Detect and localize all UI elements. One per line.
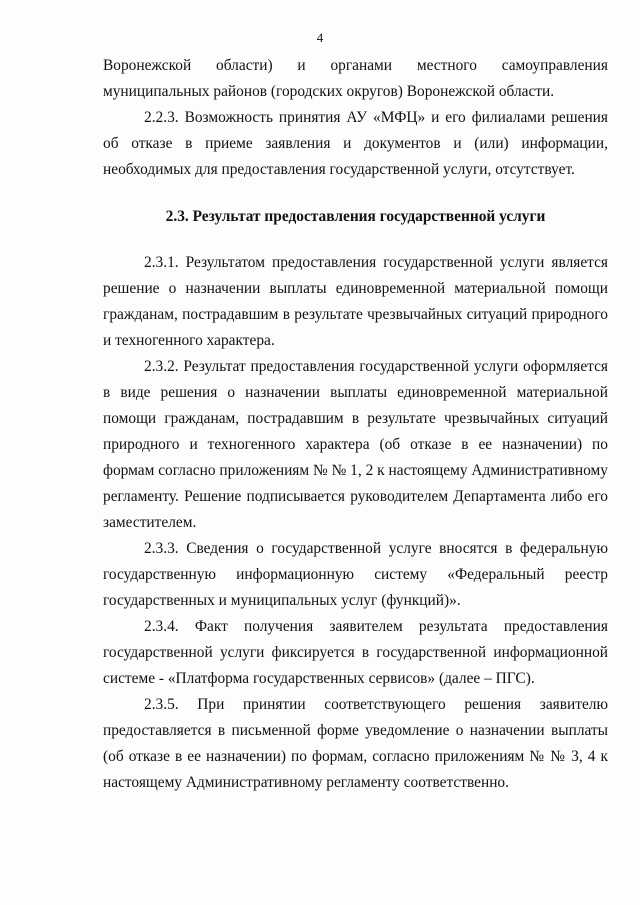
- section-heading-2-3: 2.3. Результат предоставления государственной услуги: [165, 208, 546, 225]
- paragraph-continuation: Воронежской области) и органами местного самоуправления муниципальных районов (городских округов) Воронежской области.: [103, 57, 608, 100]
- paragraph-2-3-5: 2.3.5. При принятии соответствующего решения заявителю предоставляется в письменной форме уведомление о назначении выплаты (об отказе в ее назначении) по формам, согласно приложениям № № 3, 4 к настоящему Административному регламенту соответственно.: [103, 696, 608, 791]
- paragraph-2-3-3: 2.3.3. Сведения о государственной услуге вносятся в федеральную государственную информационную систему «Федеральный реестр государственных и муниципальных услуг (функций)».: [103, 540, 608, 609]
- document-body: [103, 53, 608, 796]
- paragraph-2-3-1: 2.3.1. Результатом предоставления государственной услуги является решение о назначении выплаты единовременной материальной помощи гражданам, пострадавшим в результате чрезвычайных ситуаций природного и техногенного характера.: [103, 254, 608, 349]
- paragraph-2-3-2: 2.3.2. Результат предоставления государственной услуги оформляется в виде решения о назначении выплаты единовременной материальной помощи гражданам, пострадавшим в результате чрезвычайных ситуаций природного и техногенного характера (об отказе в ее назначении) по формам согласно приложениям № № 1, 2 к настоящему Административному регламенту. Решение подписывается руководителем Департамента либо его заместителем.: [103, 358, 608, 531]
- paragraph-2-2-3: 2.2.3. Возможность принятия АУ «МФЦ» и его филиалами решения об отказе в приеме заявления и документов и (или) информации, необходимых для предоставления государственной услуги, отсутствует.: [103, 109, 608, 178]
- paragraph-2-3-4: 2.3.4. Факт получения заявителем результата предоставления государственной услуги фиксируется в государственной информационной системе - «Платформа государственных сервисов» (далее – ПГС).: [103, 618, 608, 687]
- page-number: 4: [316, 30, 324, 45]
